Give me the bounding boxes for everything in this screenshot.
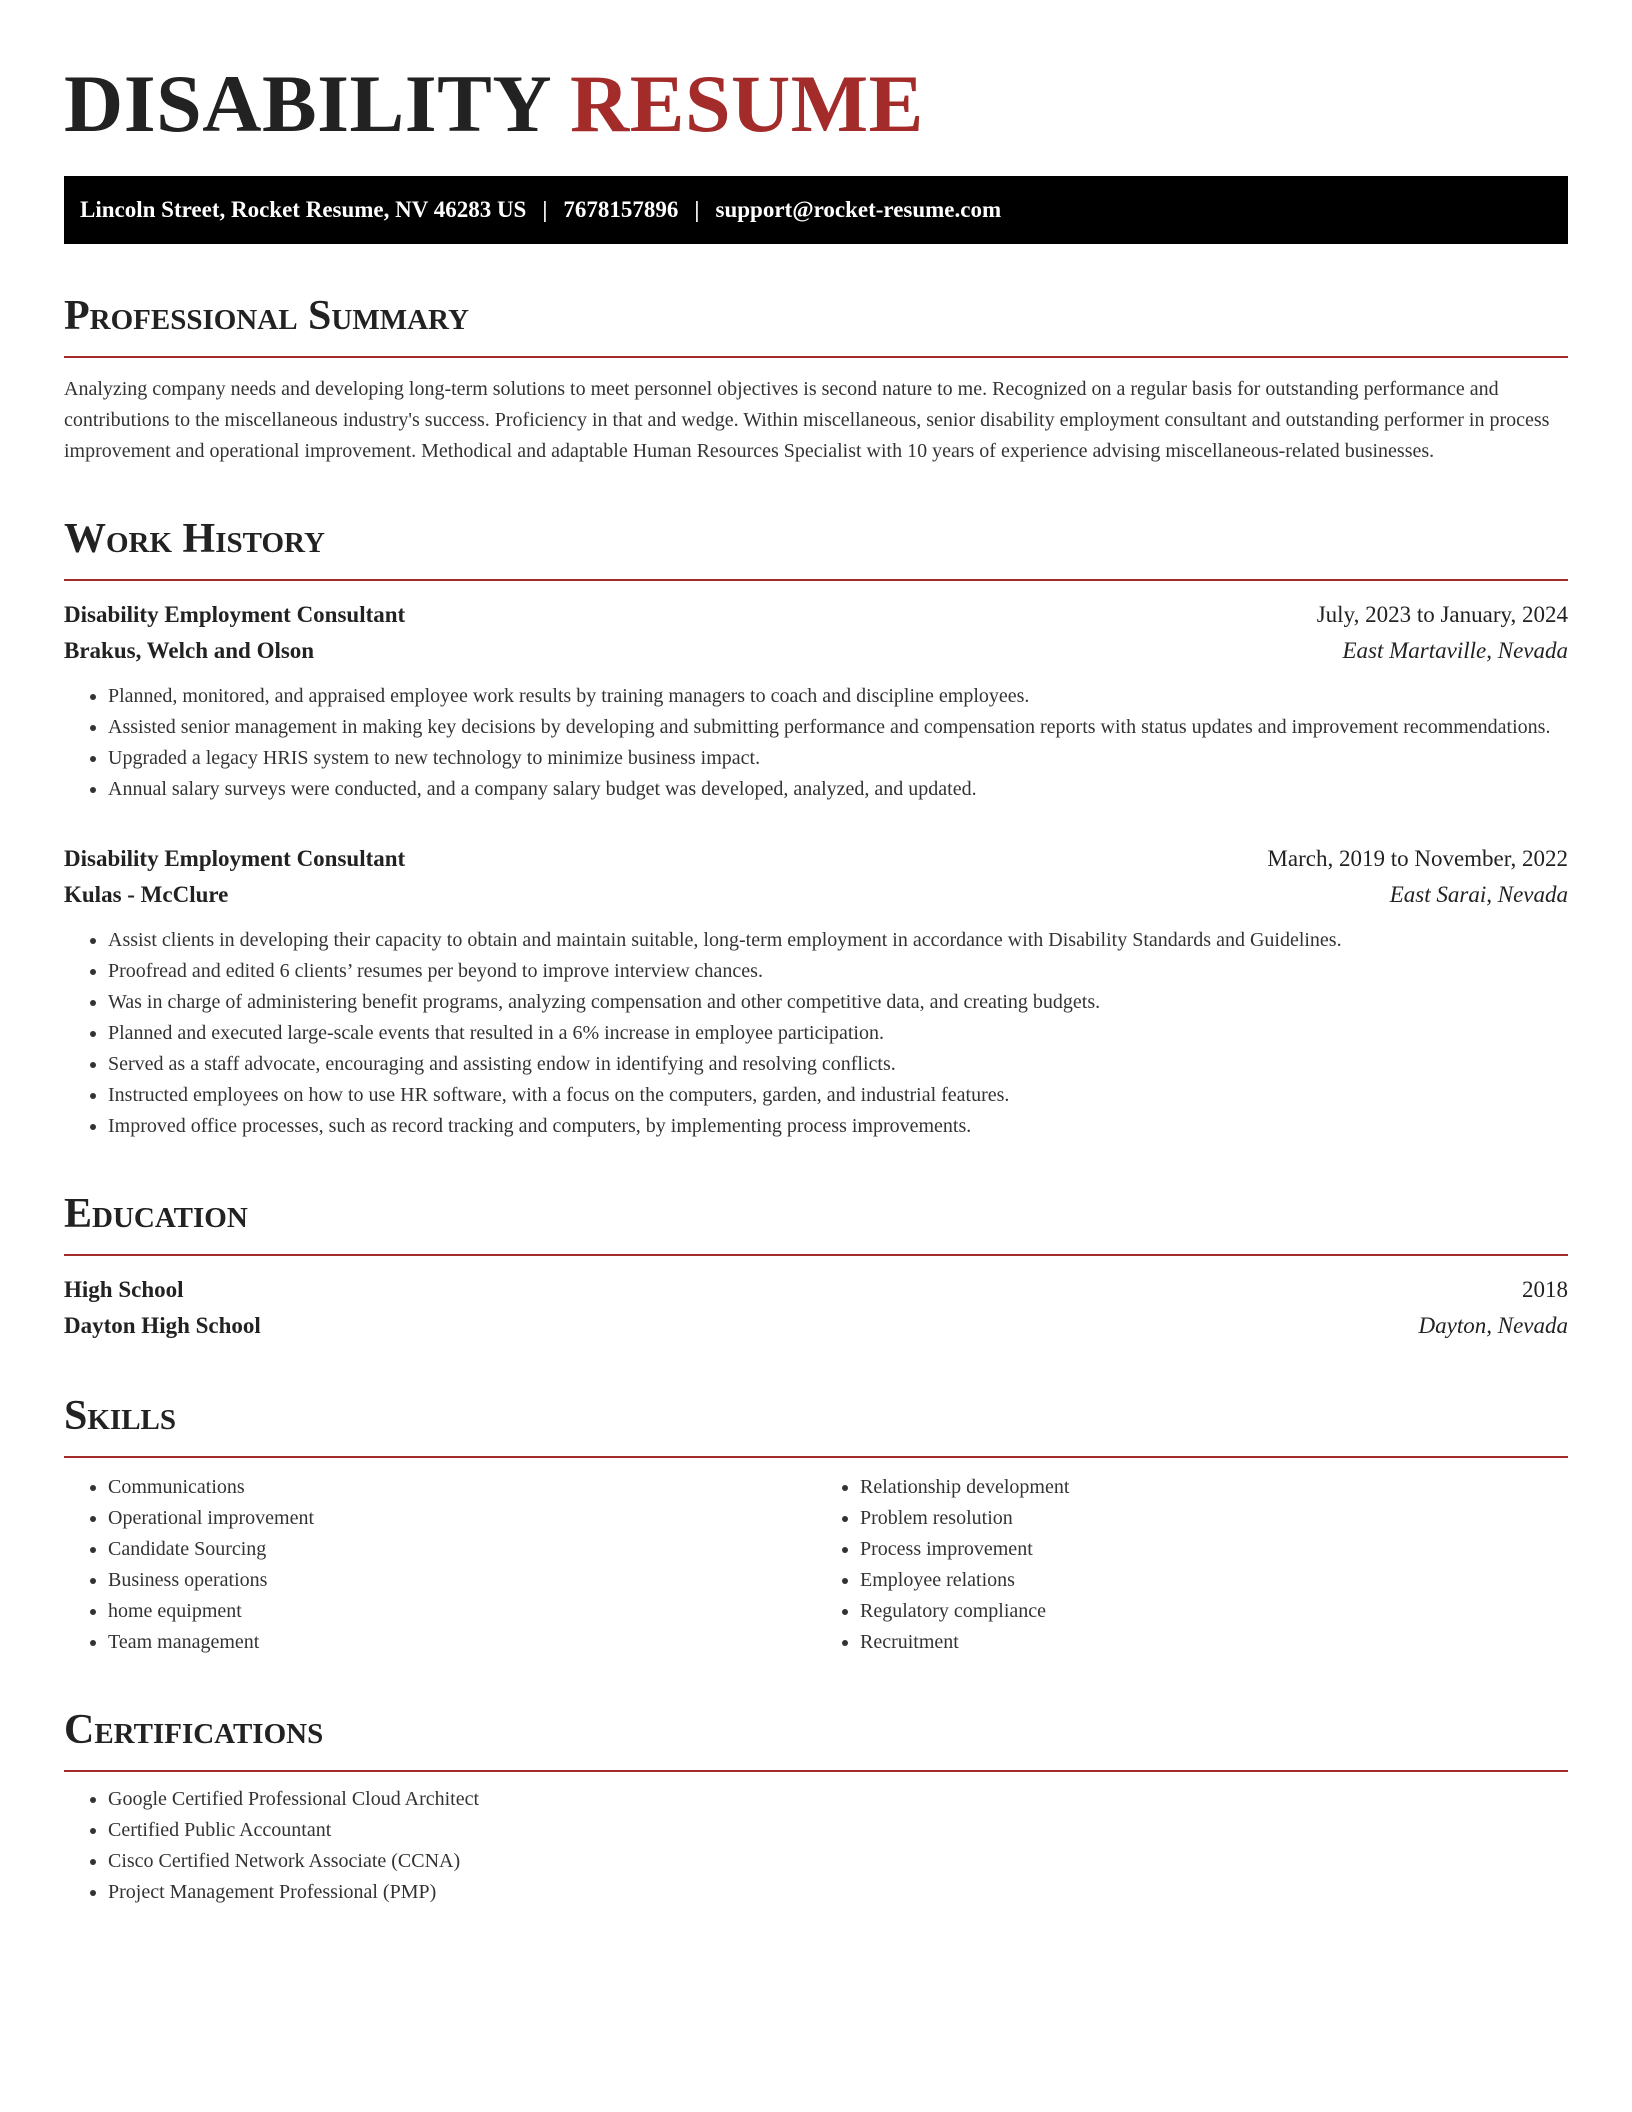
certification-item: • Google Certified Professional Cloud Architect bbox=[108, 1784, 1568, 1815]
skill-item: • Candidate Sourcing bbox=[108, 1534, 816, 1565]
job-header-row bbox=[64, 841, 1568, 877]
title-part-1: DISABILITY bbox=[64, 58, 550, 149]
job-bullet: • Upgraded a legacy HRIS system to new technology to minimize business impact. bbox=[108, 743, 1568, 774]
contact-address: Lincoln Street, Rocket Resume, NV 46283 US bbox=[80, 197, 527, 222]
job-title: Disability Employment Consultant bbox=[64, 846, 406, 871]
skill-item: • Recruitment bbox=[860, 1627, 1568, 1658]
contact-separator: | bbox=[694, 197, 700, 222]
job-bullet: • Was in charge of administering benefit programs, analyzing compensation and other competitive data, and creating budgets. bbox=[108, 987, 1568, 1018]
education-year: 2018 bbox=[1522, 1277, 1568, 1302]
skill-item: • Business operations bbox=[108, 1565, 816, 1596]
job-company-row bbox=[64, 633, 1568, 669]
work-history-heading: Work History bbox=[64, 513, 1568, 581]
job-location: East Sarai, Nevada bbox=[1389, 882, 1568, 907]
summary-heading: Professional Summary bbox=[64, 290, 1568, 358]
contact-phone: 7678157896 bbox=[563, 197, 679, 222]
job-bullet: • Planned, monitored, and appraised employee work results by training managers to coach and discipline employees. bbox=[108, 681, 1568, 712]
skill-item: • Process improvement bbox=[860, 1534, 1568, 1565]
job-bullet: • Improved office processes, such as record tracking and computers, by implementing process improvements. bbox=[108, 1111, 1568, 1142]
certification-item: • Cisco Certified Network Associate (CCNA) bbox=[108, 1846, 1568, 1877]
job-bullet: • Planned and executed large-scale events that resulted in a 6% increase in employee participation. bbox=[108, 1018, 1568, 1049]
skill-item: • Operational improvement bbox=[108, 1503, 816, 1534]
summary-text: Analyzing company needs and developing long-term solutions to meet personnel objectives is second nature to me. Recognized on a regular basis for outstanding performance and contributions to the miscellaneous industry's success. Proficiency in that and wedge. Within miscellaneous, senior disability employment consultant and outstanding performer in process improvement and operational improvement. Methodical and adaptable Human Resources Specialist with 10 years of experience advising miscellaneous-related businesses. bbox=[64, 378, 1550, 462]
job-bullet: • Assist clients in developing their capacity to obtain and maintain suitable, long-term employment in accordance with Disability Standards and Guidelines. bbox=[108, 925, 1568, 956]
skill-item: • Team management bbox=[108, 1627, 816, 1658]
contact-separator: | bbox=[542, 197, 548, 222]
job-bullet: • Annual salary surveys were conducted, and a company salary budget was developed, analyzed, and updated. bbox=[108, 774, 1568, 805]
job-title: Disability Employment Consultant bbox=[64, 602, 406, 627]
certifications-list bbox=[64, 1784, 1568, 1908]
job-bullets bbox=[64, 925, 1568, 1142]
job-header-row bbox=[64, 597, 1568, 633]
skill-item: • Employee relations bbox=[860, 1565, 1568, 1596]
contact-email: support@rocket-resume.com bbox=[715, 197, 1002, 222]
skills-column-left bbox=[64, 1472, 816, 1658]
skill-item: • Problem resolution bbox=[860, 1503, 1568, 1534]
skills-heading: Skills bbox=[64, 1390, 1568, 1458]
education-heading: Education bbox=[64, 1188, 1568, 1256]
job-entry bbox=[64, 597, 1568, 805]
certifications-heading: Certifications bbox=[64, 1704, 1568, 1772]
education-header-row bbox=[64, 1272, 1568, 1308]
skill-item: • Relationship development bbox=[860, 1472, 1568, 1503]
job-bullet: • Proofread and edited 6 clients’ resumes per beyond to improve interview chances. bbox=[108, 956, 1568, 987]
title-part-2: RESUME bbox=[570, 58, 924, 149]
skill-item: • Communications bbox=[108, 1472, 816, 1503]
education-school: Dayton High School bbox=[64, 1313, 261, 1338]
job-bullet: • Instructed employees on how to use HR software, with a focus on the computers, garden, and industrial features. bbox=[108, 1080, 1568, 1111]
job-dates: March, 2019 to November, 2022 bbox=[1267, 846, 1568, 871]
skills-grid bbox=[64, 1472, 1568, 1658]
job-company: Kulas - McClure bbox=[64, 882, 229, 907]
education-school-row bbox=[64, 1308, 1568, 1344]
job-dates: July, 2023 to January, 2024 bbox=[1316, 602, 1568, 627]
education-degree: High School bbox=[64, 1277, 184, 1302]
job-company: Brakus, Welch and Olson bbox=[64, 638, 315, 663]
certification-item: • Certified Public Accountant bbox=[108, 1815, 1568, 1846]
job-bullet: • Served as a staff advocate, encouraging and assisting endow in identifying and resolving conflicts. bbox=[108, 1049, 1568, 1080]
job-bullets bbox=[64, 681, 1568, 805]
job-location: East Martaville, Nevada bbox=[1342, 638, 1568, 663]
job-bullet: • Assisted senior management in making key decisions by developing and submitting performance and compensation reports with status updates and improvement recommendations. bbox=[108, 712, 1568, 743]
contact-bar bbox=[64, 176, 1568, 244]
job-entry bbox=[64, 841, 1568, 1142]
education-entry bbox=[64, 1272, 1568, 1344]
resume-title bbox=[64, 54, 1568, 154]
skill-item: • Regulatory compliance bbox=[860, 1596, 1568, 1627]
job-company-row bbox=[64, 877, 1568, 913]
certification-item: • Project Management Professional (PMP) bbox=[108, 1877, 1568, 1908]
skills-column-right bbox=[816, 1472, 1568, 1658]
skill-item: • home equipment bbox=[108, 1596, 816, 1627]
education-location: Dayton, Nevada bbox=[1418, 1313, 1568, 1338]
